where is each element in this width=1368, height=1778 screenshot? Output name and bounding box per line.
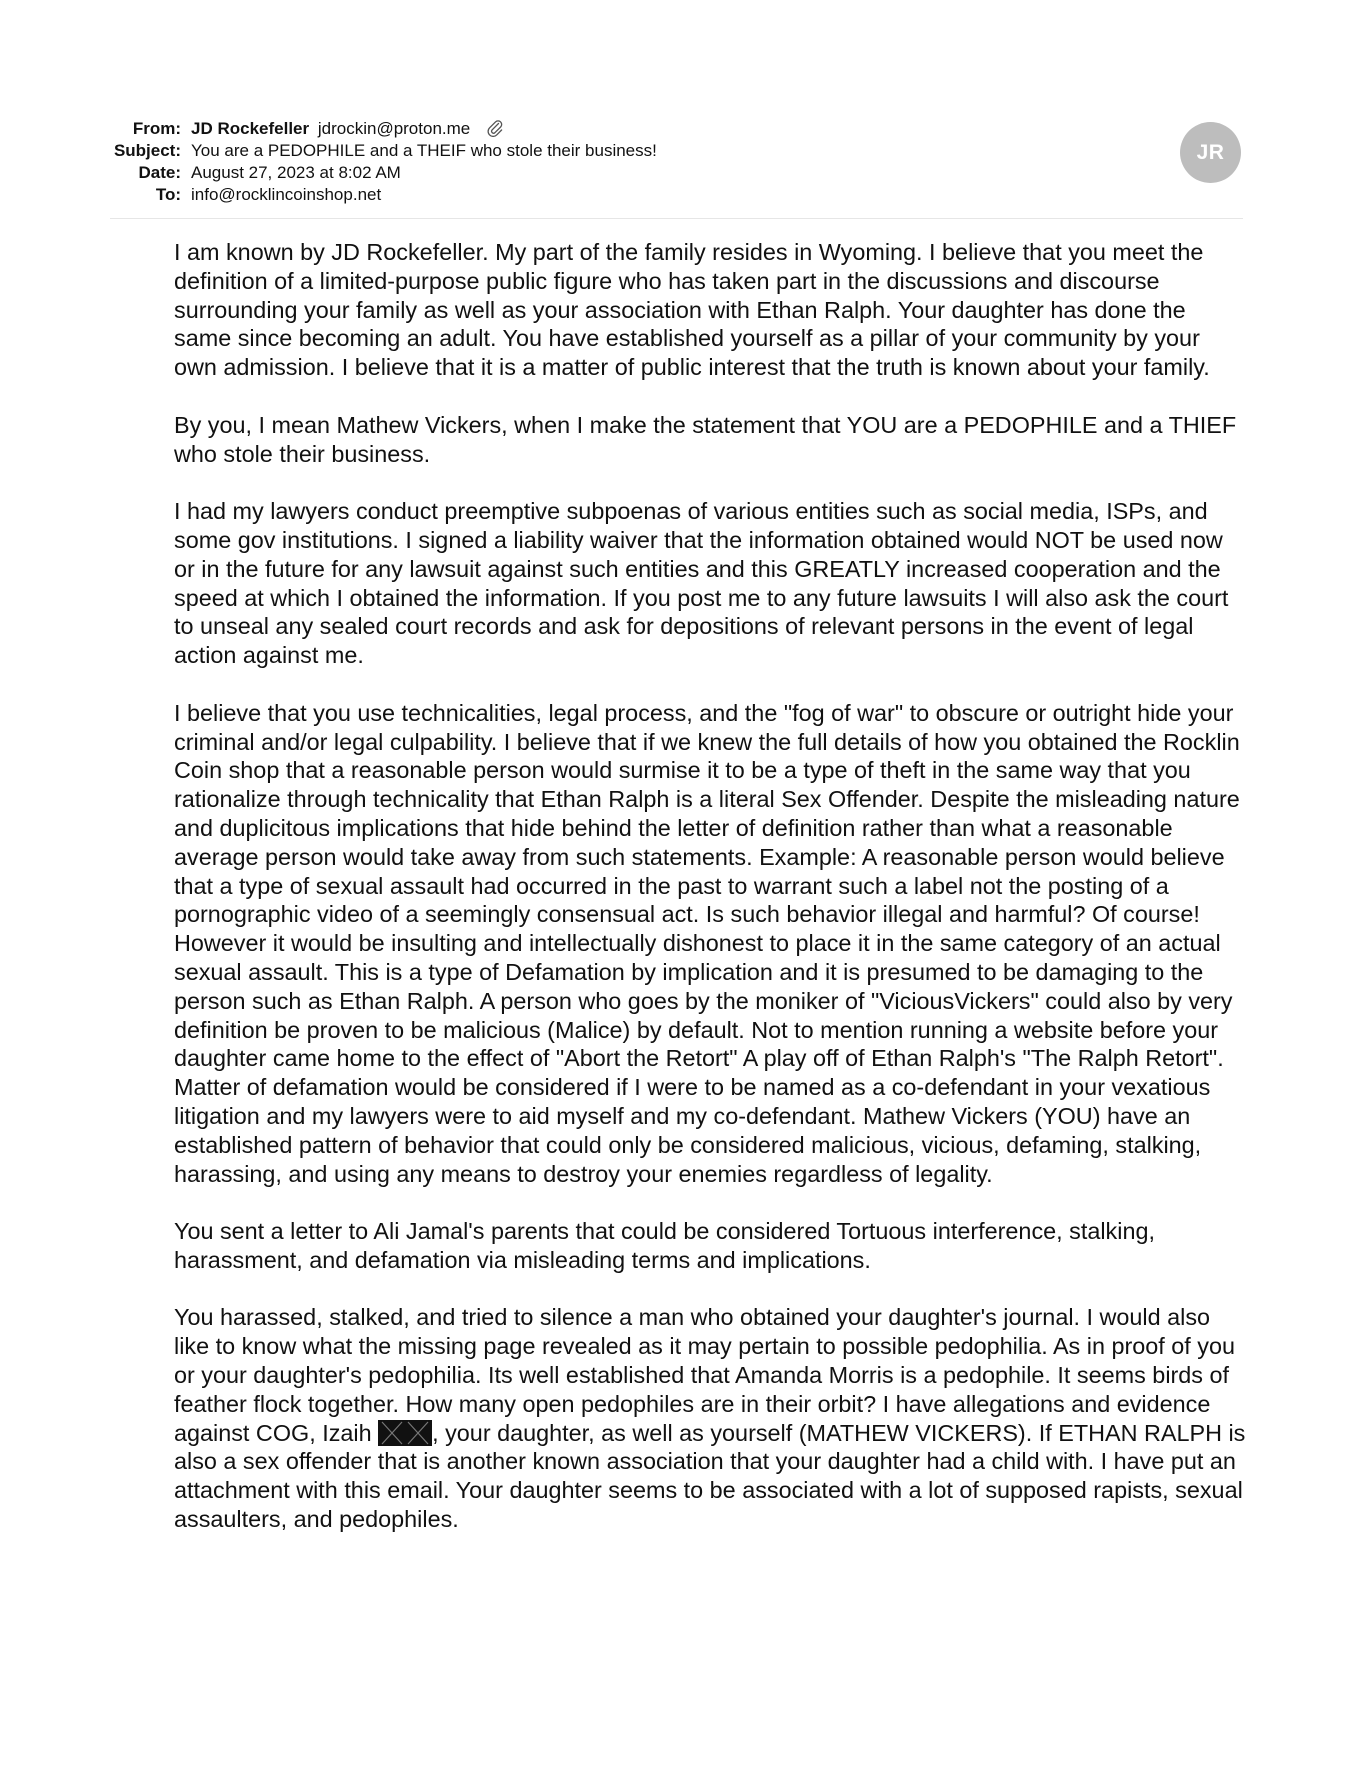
- sender-email[interactable]: jdrockin@proton.me: [317, 119, 471, 138]
- from-label: From:: [132, 119, 181, 138]
- header-divider: [110, 218, 1243, 219]
- recipient-email[interactable]: info@rocklincoinshop.net: [191, 185, 382, 204]
- from-value: [191, 118, 503, 140]
- body-paragraph-2: By you, I mean Mathew Vickers, when I make the statement that YOU are a PEDOPHILE and a THIEF who stole their business.: [174, 411, 1237, 467]
- body-paragraph-6-part-1: You harassed, stalked, and tried to silence a man who obtained your daughter's journal. I would also like to know what the missing page revealed as it may pertain to possible pedophilia. As in proof of you or your daughter's pedophilia. Its well established that Amanda Morris is a pedophile. It seems birds of feather flock together. How many open pedophiles are in their orbit? I have allegations and evidence against COG, Izaih: [174, 1304, 1235, 1446]
- email-header: [0, 118, 1368, 206]
- email-body: [174, 238, 1248, 1563]
- body-paragraph-6-part-2: , your daughter, as well as yourself (MATHEW VICKERS). If ETHAN RALPH is also a sex offender that is another known association that your daughter had a child with. I have put an attachment with this email. Your daughter seems to be associated with a lot of supposed rapists, sexual assaulters, and pedophiles.: [174, 1419, 1246, 1533]
- body-paragraph-3: I had my lawyers conduct preemptive subpoenas of various entities such as social media, ISPs, and some gov institutions. I signed a liability waiver that the information obtained would NOT be used now or in the future for any lawsuit against such entities and this GREATLY increased cooperation and the speed at which I obtained the information. If you post me to any future lawsuits I will also ask the court to unseal any sealed court records and ask for depositions of relevant persons in the event of legal action against me.: [174, 498, 1229, 669]
- from-row: [0, 118, 1368, 140]
- body-paragraph-6: [174, 1303, 1248, 1533]
- date-row: [0, 162, 1368, 184]
- subject-label: Subject:: [113, 141, 181, 160]
- date-label: Date:: [138, 163, 181, 182]
- to-label: To:: [155, 185, 181, 204]
- subject-row: [0, 140, 1368, 162]
- sender-avatar: JR: [1180, 122, 1241, 183]
- sender-name[interactable]: JD Rockefeller: [191, 119, 310, 138]
- body-paragraph-4: I believe that you use technicalities, legal process, and the "fog of war" to obscure or outright hide your criminal and/or legal culpability. I believe that if we knew the full details of how you obtained the Rocklin Coin shop that a reasonable person would surmise it to be a type of theft in the same way that you rationalize through technicality that Ethan Ralph is a literal Sex Offender. Despite the misleading nature and duplicitous implications that hide behind the letter of definition rather than what a reasonable average person would take away from such statements. Example: A reasonable person would believe that a type of sexual assault had occurred in the past to warrant such a label not the posting of a pornographic video of a seemingly consensual act. Is such behavior illegal and harmful? Of course! However it would be insulting and intellectually dishonest to place it in the same category of an actual sexual assault. This is a type of Defamation by implication and it is presumed to be damaging to the person such as Ethan Ralph. A person who goes by the moniker of "ViciousVickers" could also by very definition be proven to be malicious (Malice) by default. Not to mention running a website before your daughter came home to the effect of "Abort the Retort" A play off of Ethan Ralph's "The Ralph Retort". Matter of defamation would be considered if I were to be named as a co-defendant in your vexatious litigation and my lawyers were to aid myself and my co-defendant. Mathew Vickers (YOU) have an established pattern of behavior that could only be considered malicious, vicious, defaming, stalking, harassing, and using any means to destroy your enemies regardless of legality.: [174, 699, 1240, 1187]
- body-paragraph-1: I am known by JD Rockefeller. My part of the family resides in Wyoming. I believe that you meet the definition of a limited-purpose public figure who has taken part in the discussions and discourse surrounding your family as well as your association with Ethan Ralph. Your daughter has done the same since becoming an adult. You have established yourself as a pillar of your community by your own admission. I believe that it is a matter of public interest that the truth is known about your family.: [174, 239, 1210, 381]
- subject-value: You are a PEDOPHILE and a THEIF who stole their business!: [191, 141, 657, 160]
- redaction-box: [378, 1420, 432, 1446]
- to-row: [0, 184, 1368, 206]
- date-value: August 27, 2023 at 8:02 AM: [191, 163, 401, 182]
- paperclip-icon[interactable]: [487, 119, 503, 137]
- body-paragraph-5: You sent a letter to Ali Jamal's parents that could be considered Tortuous interference, stalking, harassment, and defamation via misleading terms and implications.: [174, 1218, 1155, 1273]
